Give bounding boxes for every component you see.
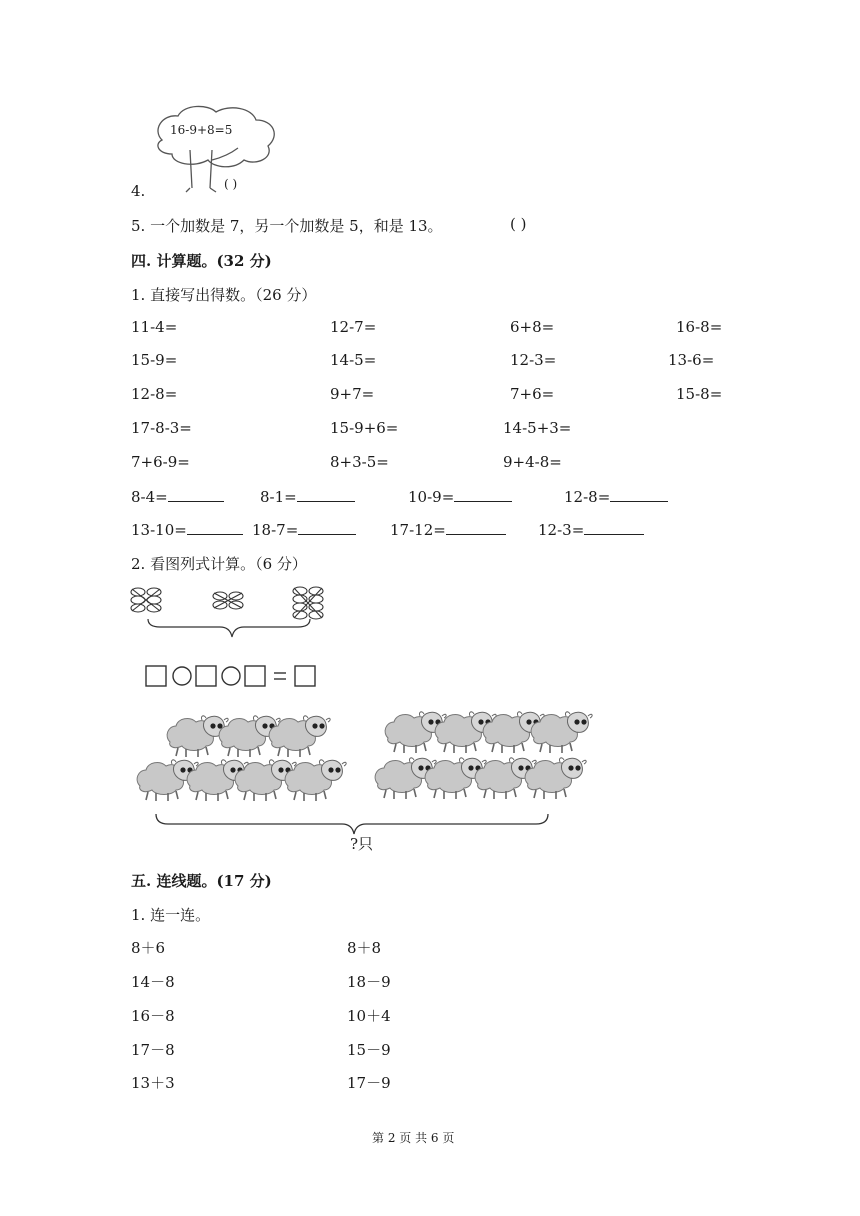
calc-item[interactable]: 14-5= <box>330 351 377 369</box>
section-5-heading: 五. 连线题。(17 分) <box>131 872 272 890</box>
oval-group-1 <box>131 588 161 612</box>
section-4-q1-title: 1. 直接写出得数。（26 分） <box>131 286 317 304</box>
calc-item[interactable]: 12-7= <box>330 318 377 336</box>
answer-blank[interactable] <box>187 520 243 535</box>
item-5-text: 5. 一个加数是 7，另一个加数是 5，和是 13。 <box>131 217 443 235</box>
answer-box <box>196 666 216 686</box>
sheep-total-label: ?只 <box>350 835 374 853</box>
oval-group-2 <box>213 592 243 609</box>
section-5-q1-title: 1. 连一连。 <box>131 906 211 924</box>
equation-boxes[interactable] <box>145 664 325 690</box>
calc-item[interactable]: 14-5+3= <box>503 419 572 437</box>
brace <box>156 814 548 834</box>
calc-item[interactable]: 15-8= <box>676 385 723 403</box>
answer-box <box>245 666 265 686</box>
calc-blank-item[interactable]: 13-10= <box>131 520 243 539</box>
calc-blank-item[interactable]: 18-7= <box>252 520 356 539</box>
match-left-item[interactable]: 13＋3 <box>131 1074 175 1092</box>
calc-item[interactable]: 17-8-3= <box>131 419 192 437</box>
answer-box <box>146 666 166 686</box>
calc-item[interactable]: 15-9= <box>131 351 178 369</box>
brace <box>148 619 310 637</box>
match-right-item[interactable]: 18－9 <box>347 973 391 991</box>
section-4-q2-title: 2. 看图列式计算。（6 分） <box>131 555 307 573</box>
item-4-number: 4. <box>131 182 146 200</box>
match-left-item[interactable]: 14－8 <box>131 973 175 991</box>
match-left-item[interactable]: 17－8 <box>131 1041 175 1059</box>
answer-blank[interactable] <box>297 487 355 502</box>
answer-blank[interactable] <box>168 487 224 502</box>
match-right-item[interactable]: 17－9 <box>347 1074 391 1092</box>
calc-blank-item[interactable]: 8-1= <box>260 487 355 506</box>
calc-item[interactable]: 9+4-8= <box>503 453 562 471</box>
sheep <box>531 712 592 753</box>
match-left-item[interactable]: 16－8 <box>131 1007 175 1025</box>
calc-blank-item[interactable]: 12-3= <box>538 520 644 539</box>
circle-groups-picture <box>128 585 338 641</box>
calc-blank-item[interactable]: 12-8= <box>564 487 668 506</box>
match-right-item[interactable]: 15－9 <box>347 1041 391 1059</box>
calc-item[interactable]: 15-9+6= <box>330 419 399 437</box>
answer-blank[interactable] <box>298 520 356 535</box>
calc-item[interactable]: 16-8= <box>676 318 723 336</box>
calc-item[interactable]: 12-3= <box>510 351 557 369</box>
item-5-answer-paren[interactable]: ( ) <box>510 215 527 233</box>
answer-blank[interactable] <box>610 487 668 502</box>
calc-item[interactable]: 13-6= <box>668 351 715 369</box>
calc-item[interactable]: 7+6= <box>510 385 555 403</box>
calc-item[interactable]: 12-8= <box>131 385 178 403</box>
calc-item[interactable]: 7+6-9= <box>131 453 190 471</box>
calc-item[interactable]: 8+3-5= <box>330 453 389 471</box>
calc-blank-item[interactable]: 17-12= <box>390 520 506 539</box>
match-right-item[interactable]: 10＋4 <box>347 1007 391 1025</box>
calc-blank-item[interactable]: 8-4= <box>131 487 224 506</box>
oval-group-3 <box>293 587 323 619</box>
section-4-heading: 四. 计算题。(32 分) <box>131 252 272 270</box>
sheep-picture <box>128 706 598 856</box>
answer-blank[interactable] <box>584 520 644 535</box>
match-left-item[interactable]: 8＋6 <box>131 939 166 957</box>
tree-illustration <box>150 100 290 195</box>
calc-item[interactable]: 11-4= <box>131 318 178 336</box>
calc-item[interactable]: 9+7= <box>330 385 375 403</box>
tree-equation: 16-9+8=5 <box>170 123 233 137</box>
calc-item[interactable]: 6+8= <box>510 318 555 336</box>
answer-blank[interactable] <box>454 487 512 502</box>
calc-blank-item[interactable]: 10-9= <box>408 487 512 506</box>
tree-answer-paren: ( ) <box>224 177 238 191</box>
operator-circle <box>173 667 191 685</box>
answer-blank[interactable] <box>446 520 506 535</box>
page-footer: 第 2 页 共 6 页 <box>372 1131 455 1145</box>
answer-box <box>295 666 315 686</box>
match-right-item[interactable]: 8＋8 <box>347 939 382 957</box>
operator-circle <box>222 667 240 685</box>
